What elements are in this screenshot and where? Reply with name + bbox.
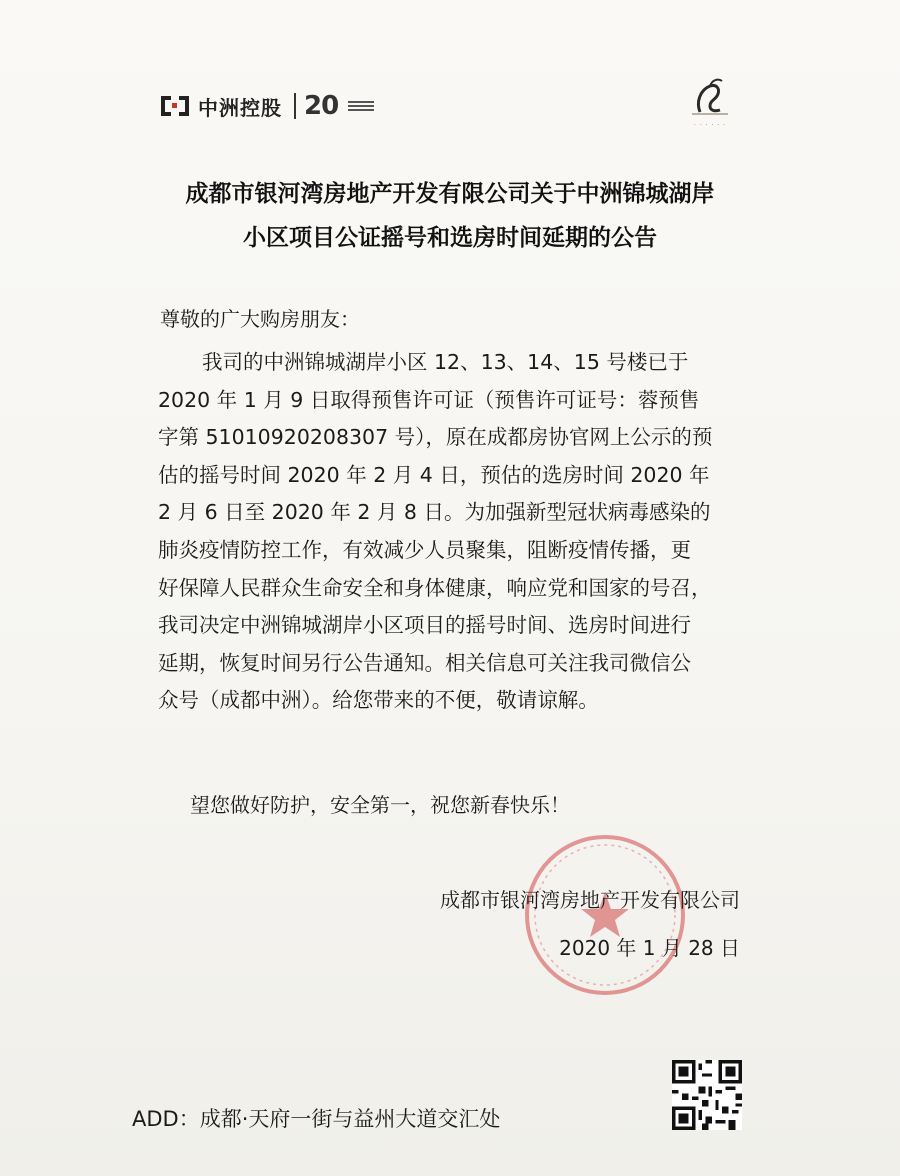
project-logo [670, 72, 750, 136]
greeting: 尊敬的广大购房朋友： [160, 307, 360, 331]
closing-wishes: 望您做好防护，安全第一，祝您新春快乐！ [190, 793, 570, 817]
logo-anniversary-number: 20 [304, 91, 339, 121]
announcement-title [0, 172, 900, 260]
body-line: 2 月 6 日至 2020 年 2 月 8 日。为加强新型冠状病毒感染的 [158, 500, 711, 525]
signature-date: 2020 年 1 月 28 日 [559, 936, 740, 960]
zhongzhou-holdings-logo [160, 86, 374, 126]
body-line: 2020 年 1 月 9 日取得预售许可证（预售许可证号：蓉预售 [158, 387, 700, 412]
zhongzhou-mark-icon [160, 93, 190, 119]
logo-divider [294, 93, 296, 119]
body-line: 延期，恢复时间另行公告通知。相关信息可关注我司微信公 [158, 650, 691, 675]
title-line-1: 成都市银河湾房地产开发有限公司关于中洲锦城湖岸 [185, 181, 715, 207]
logo-anniversary-lines [348, 101, 374, 111]
swan-emblem-icon [670, 72, 750, 122]
signature-block [440, 876, 740, 972]
logo-company-name: 中洲控股 [198, 95, 282, 120]
body-line: 好保障人民群众生命安全和身体健康，响应党和国家的号召， [158, 575, 712, 600]
body-line: 众号（成都中洲）。给您带来的不便，敬请谅解。 [158, 688, 599, 713]
body-line: 估的摇号时间 2020 年 2 月 4 日，预估的选房时间 2020 年 [158, 462, 710, 487]
body-line: 字第 51010920208307 号），原在成都房协官网上公示的预 [158, 425, 713, 450]
body-line: 我司决定中洲锦城湖岸小区项目的摇号时间、选房时间进行 [158, 613, 691, 638]
announcement-body [158, 344, 758, 720]
title-line-2: 小区项目公证摇号和选房时间延期的公告 [243, 225, 657, 251]
footer-address: ADD：成都·天府一街与益州大道交汇处 [132, 1107, 501, 1131]
signature-company: 成都市银河湾房地产开发有限公司 [440, 888, 740, 912]
body-line: 肺炎疫情防控工作，有效减少人员聚集，阻断疫情传播，更 [158, 537, 691, 562]
qr-code-icon [672, 1060, 742, 1130]
project-logo-tagline: · · · · · · [694, 122, 726, 129]
body-line: 我司的中洲锦城湖岸小区 12、13、14、15 号楼已于 [202, 350, 689, 374]
